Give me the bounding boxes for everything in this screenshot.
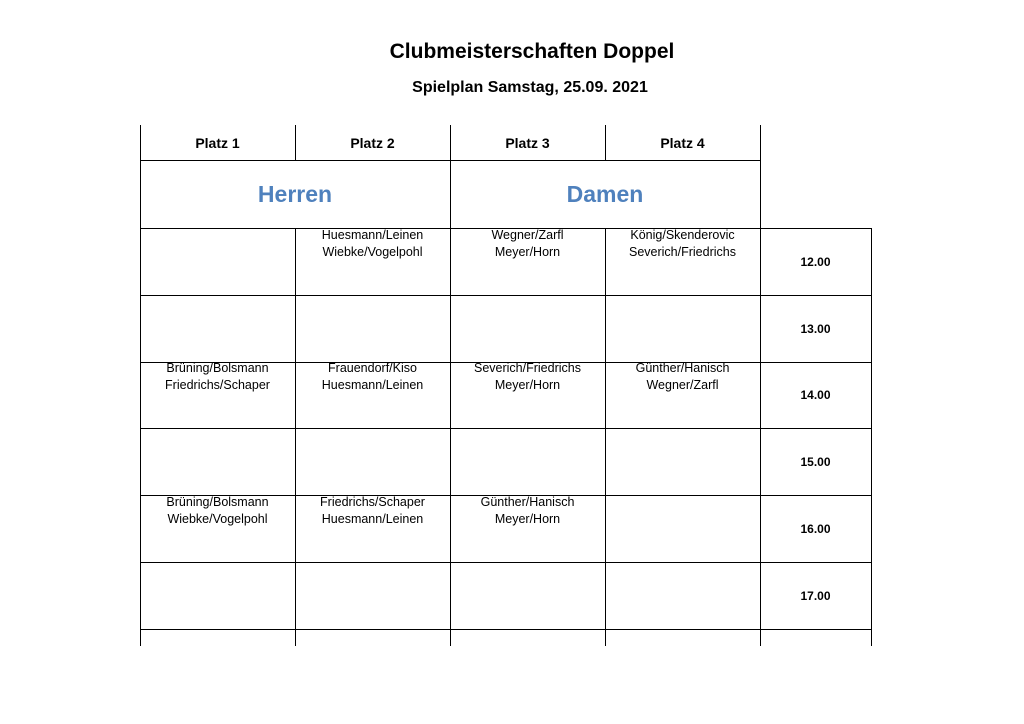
pairing-text: Brüning/Bolsmann: [166, 494, 269, 509]
match-cell: [450, 560, 605, 595]
pairing-text: Günther/Hanisch: [635, 361, 730, 376]
time-slot: 16.00: [800, 521, 831, 536]
match-cell: [450, 426, 605, 461]
pairing-text: Friedrichs/Schaper: [320, 494, 425, 509]
match-cell: [140, 493, 295, 528]
page-subtitle: Spielplan Samstag, 25.09. 2021: [412, 79, 648, 96]
pairing-text: Frauendorf/Kiso: [328, 361, 417, 376]
grid-line: [871, 228, 872, 646]
pairing-text: Friedrichs/Schaper: [165, 378, 270, 393]
group-header-damen: Damen: [566, 180, 644, 207]
match-cell: [605, 493, 760, 528]
match-cell: [605, 426, 760, 461]
match-cell: [295, 426, 450, 461]
time-slot: 14.00: [800, 388, 831, 402]
pairing-text: Wegner/Zarfl: [646, 378, 719, 393]
match-cell: [605, 226, 760, 261]
match-cell: [140, 293, 295, 328]
match-cell: [295, 360, 450, 394]
match-cell: [450, 360, 605, 394]
pairing-text: König/Skenderovic: [630, 227, 735, 242]
pairing-text: Wiebke/Vogelpohl: [167, 511, 268, 526]
page-title: Clubmeisterschaften Doppel: [389, 40, 675, 63]
court-header: Platz 3: [505, 134, 550, 151]
pairing-text: Wiebke/Vogelpohl: [322, 244, 423, 259]
time-slot: 17.00: [800, 588, 831, 603]
match-cell: [295, 293, 450, 328]
match-cell: [140, 226, 295, 261]
time-slot: 13.00: [800, 321, 831, 336]
pairing-text: Huesmann/Leinen: [321, 227, 424, 242]
pairing-text: Meyer/Horn: [494, 511, 561, 526]
match-cell: [295, 493, 450, 528]
pairing-text: Huesmann/Leinen: [321, 511, 424, 526]
match-cell: [295, 560, 450, 595]
match-cell: [450, 293, 605, 328]
time-slot: 12.00: [800, 254, 831, 269]
match-cell: [605, 560, 760, 595]
pairing-text: Huesmann/Leinen: [321, 378, 424, 393]
time-slot: 15.00: [800, 454, 831, 469]
match-cell: [140, 560, 295, 595]
match-cell: [140, 426, 295, 461]
pairing-text: Brüning/Bolsmann: [166, 361, 269, 376]
group-header-herren: Herren: [257, 180, 333, 207]
pairing-text: Severich/Friedrichs: [474, 361, 581, 376]
match-cell: [450, 226, 605, 261]
match-cell: [605, 360, 760, 394]
match-cell: [140, 360, 295, 394]
court-header: Platz 2: [350, 134, 395, 151]
court-header: Platz 4: [660, 134, 705, 151]
match-cell: [295, 226, 450, 261]
pairing-text: Wegner/Zarfl: [491, 227, 564, 242]
pairing-text: Meyer/Horn: [494, 378, 561, 393]
pairing-text: Severich/Friedrichs: [629, 244, 736, 259]
grid-line: [140, 629, 872, 630]
pairing-text: Meyer/Horn: [494, 244, 561, 259]
match-cell: [450, 493, 605, 528]
court-header: Platz 1: [195, 134, 240, 151]
match-cell: [605, 293, 760, 328]
pairing-text: Günther/Hanisch: [480, 494, 575, 509]
